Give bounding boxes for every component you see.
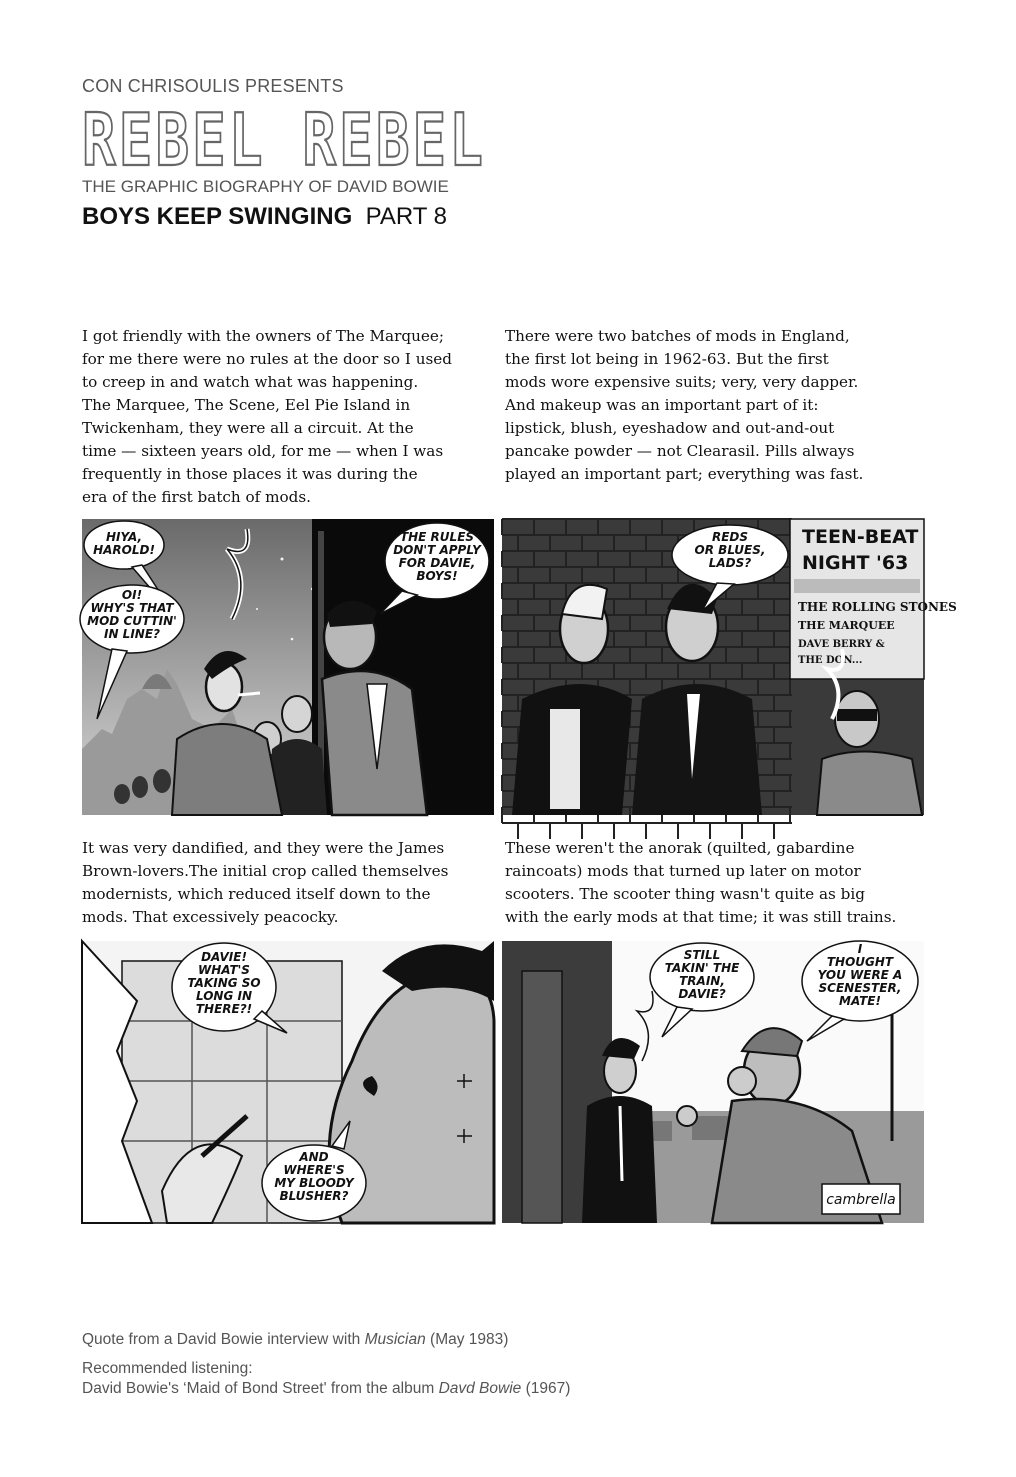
poster-line-4: THE MARQUEE bbox=[798, 619, 895, 632]
footer-listening-label: Recommended listening: bbox=[82, 1360, 253, 1377]
bubble-line: SCENESTER, bbox=[818, 981, 902, 995]
caption-line: These weren't the anorak (quilted, gabardine bbox=[505, 839, 855, 857]
caption-line: played an important part; everything was fast. bbox=[505, 465, 864, 483]
bubble-line: THERE?! bbox=[195, 1002, 253, 1016]
bubble-line: DAVIE? bbox=[678, 987, 726, 1001]
bubble-line: AND bbox=[299, 1150, 329, 1164]
bubble-line: LONG IN bbox=[196, 989, 252, 1003]
bubble-line: REDS bbox=[711, 530, 749, 544]
caption-line: to creep in and watch what was happening. bbox=[82, 373, 419, 391]
bubble-line: MOD CUTTIN' bbox=[87, 614, 177, 628]
bubble-line: THOUGHT bbox=[826, 955, 894, 969]
caption-line: mods wore expensive suits; very, very dapper. bbox=[505, 373, 859, 391]
title-text: REBEL REBEL bbox=[82, 98, 486, 182]
bubble-line: LADS? bbox=[708, 556, 752, 570]
bubble-line: OR BLUES, bbox=[694, 543, 766, 557]
caption-line: with the early mods at that time; it was still trains. bbox=[505, 908, 897, 926]
caption-4 bbox=[505, 837, 896, 929]
caption-line: raincoats) mods that turned up later on motor bbox=[505, 862, 861, 880]
bubble-line: HIYA, bbox=[105, 530, 143, 544]
chapter-heading bbox=[82, 203, 447, 231]
caption-line: for me there were no rules at the door so I used bbox=[82, 350, 453, 368]
caption-3 bbox=[82, 837, 448, 929]
panel-4 bbox=[502, 941, 924, 1223]
presents-line: CON CHRISOULIS PRESENTS bbox=[82, 76, 344, 96]
caption-line: era of the first batch of mods. bbox=[82, 488, 312, 506]
footer-quote-source bbox=[82, 1331, 508, 1349]
panel-2 bbox=[502, 519, 957, 815]
caption-line: Twickenham, they were all a circuit. At the bbox=[82, 419, 414, 437]
bubble-line: BOYS! bbox=[416, 569, 458, 583]
bubble-line: OI! bbox=[121, 588, 143, 602]
listening-prefix: David Bowie's ‘Maid of Bond Street' from the album bbox=[82, 1380, 439, 1397]
quote-suffix: (May 1983) bbox=[425, 1331, 509, 1348]
bubble-line: IN LINE? bbox=[104, 627, 160, 641]
bubble-line: DAVIE! bbox=[201, 950, 247, 964]
caption-line: I got friendly with the owners of The Marquee; bbox=[82, 327, 444, 345]
bubble-line: STILL bbox=[683, 948, 721, 962]
bubble-line: MATE! bbox=[839, 994, 881, 1008]
bubble-line: TRAIN, bbox=[679, 974, 725, 988]
bubble-line: TAKIN' THE bbox=[664, 961, 740, 975]
title-logo bbox=[80, 98, 490, 182]
bubble-line: WHAT'S bbox=[198, 963, 250, 977]
poster-line-1: TEEN-BEAT bbox=[802, 526, 919, 548]
caption-line: There were two batches of mods in England, bbox=[505, 327, 850, 345]
caption-line: frequently in those places it was during the bbox=[82, 465, 418, 483]
bubble-line: YOU WERE A bbox=[817, 968, 903, 982]
bubble-line: HAROLD! bbox=[93, 543, 155, 557]
bubble-line: TAKING SO bbox=[187, 976, 261, 990]
caption-line: the first lot being in 1962-63. But the first bbox=[505, 350, 829, 368]
caption-line: Brown-lovers.The initial crop called themselves bbox=[82, 862, 449, 880]
caption-2 bbox=[505, 325, 863, 486]
chapter-part: PART 8 bbox=[365, 203, 447, 230]
bubble-line: MY BLOODY bbox=[274, 1176, 354, 1190]
quote-source: Musician bbox=[364, 1331, 426, 1348]
poster-line-5: DAVE BERRY & bbox=[798, 639, 885, 650]
listening-suffix: (1967) bbox=[521, 1380, 571, 1397]
listening-album: Davd Bowie bbox=[438, 1380, 522, 1397]
caption-line: lipstick, blush, eyeshadow and out-and-out bbox=[505, 419, 835, 437]
bubble-line: WHY'S THAT bbox=[90, 601, 174, 615]
bubble-line: THE RULES bbox=[399, 530, 475, 544]
caption-line: time — sixteen years old, for me — when I was bbox=[82, 442, 444, 460]
caption-line: It was very dandified, and they were the James bbox=[82, 839, 445, 857]
poster-line-3: THE ROLLING STONES bbox=[798, 600, 957, 614]
bubble-line: I bbox=[857, 942, 863, 956]
bubble-line: DON'T APPLY bbox=[393, 543, 481, 557]
caption-line: modernists, which reduced itself down to the bbox=[82, 885, 431, 903]
subtitle: THE GRAPHIC BIOGRAPHY OF DAVID BOWIE bbox=[82, 177, 449, 196]
caption-line: scooters. The scooter thing wasn't quite as big bbox=[505, 885, 865, 903]
caption-line: pancake powder — not Clearasil. Pills always bbox=[505, 442, 855, 460]
bubble-line: FOR DAVIE, bbox=[398, 556, 476, 570]
poster-line-2: NIGHT '63 bbox=[802, 552, 909, 574]
poster-line-6: THE DON... bbox=[798, 655, 863, 666]
panel-3 bbox=[82, 941, 494, 1223]
artist-signature: cambrella bbox=[826, 1192, 896, 1208]
caption-line: The Marquee, The Scene, Eel Pie Island in bbox=[82, 396, 411, 414]
chapter-title: BOYS KEEP SWINGING bbox=[82, 203, 353, 230]
footer-listening bbox=[82, 1380, 570, 1398]
bubble-line: WHERE'S bbox=[283, 1163, 345, 1177]
panel-1 bbox=[82, 519, 494, 815]
caption-line: And makeup was an important part of it: bbox=[505, 396, 819, 414]
quote-prefix: Quote from a David Bowie interview with bbox=[82, 1331, 365, 1348]
caption-line: mods. That excessively peacocky. bbox=[82, 908, 339, 926]
bubble-line: BLUSHER? bbox=[279, 1189, 349, 1203]
caption-1 bbox=[82, 325, 452, 509]
